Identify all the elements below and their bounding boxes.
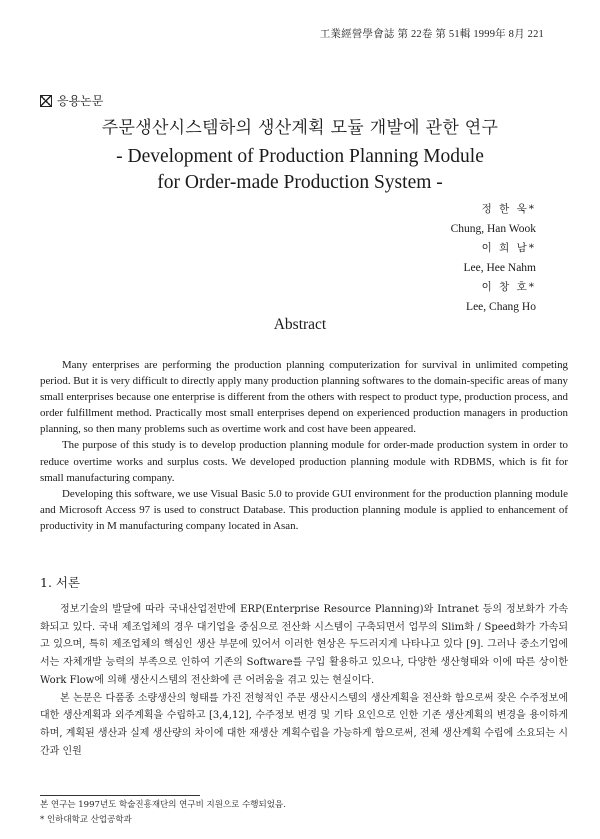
author-name-korean: 이 창 호* <box>481 281 536 293</box>
author-name-english: Lee, Hee Nahm <box>463 261 536 274</box>
crossed-box-icon <box>40 95 52 107</box>
author-name-english: Chung, Han Wook <box>450 222 536 235</box>
title-english-line2: for Order-made Production System - <box>157 172 443 193</box>
footnotes <box>40 798 568 828</box>
title-korean: 주문생산시스템하의 생산계획 모듈 개발에 관한 연구 <box>101 118 499 138</box>
section-heading-introduction: 1. 서론 <box>40 575 81 590</box>
abstract-paragraph: Developing this software, we use Visual Basic 5.0 to provide GUI environment for the production planning module and Microsoft Access 97 is used to construct Database. This production planning module is applied to enhancement of productivity in M manufacturing company located in Asan. <box>40 487 568 532</box>
section-label <box>40 92 103 109</box>
abstract-heading: Abstract <box>273 316 327 333</box>
author-list <box>451 200 536 317</box>
abstract-paragraph: The purpose of this study is to develop production planning module for order-made production system in order to reduce overtime works and surplus costs. We developed production planning module with RDBMS, which is fit for small manufacturing company. <box>40 439 568 484</box>
section-label-text: 응용논문 <box>57 94 104 108</box>
footnote-affiliation: * 인하대학교 산업공학과 <box>40 815 132 825</box>
introduction-body <box>40 601 568 760</box>
author-name-korean: 이 희 남* <box>481 242 536 254</box>
author-name-korean: 정 한 욱* <box>481 203 536 215</box>
abstract-paragraph: Many enterprises are performing the production planning computerization for survival in unlimited competing period. But it is very difficult to directly apply many production planning softwares to the domain-specific areas of many small enterprises because one enterprise is different from the others with respect to product type, production process, and order fulfillment method. Practically most small enterprises depend on experienced production managers in production planning, so then many problems such as overtime work and cost have been appeared. <box>40 359 568 436</box>
running-header: 工業經營學會誌 第 22卷 第 51輯 1999年 8月 221 <box>319 29 544 40</box>
body-paragraph: 정보기술의 발달에 따라 국내산업전반에 ERP(Enterprise Resource Planning)와 Intranet 등의 정보화가 가속화되고 있다. 국내 제조업체의 경우 대기업을 중심으로 전산화 시스템이 구축되면서 업무의 Slim화 / Speed화가 가속되고 있으며, 특히 제조업체의 핵심인 생산 부문에 있어서 이러한 현상은 두드러지게 나타나고 있다 [9]. 그러나 중소기업에서는 자체개발 능력의 부족으로 인하여 기존의 Software를 구입 활용하고 있으나, 다양한 생산형태와 이에 따른 상이한 Work Flow에 의해 생산시스템의 전산화에 큰 어려움을 겪고 있는 현실이다. <box>40 604 568 686</box>
body-paragraph: 본 논문은 다품종 소량생산의 형태를 가진 전형적인 주문 생산시스템의 생산계획을 전산화 함으로써 잦은 수주정보에 대한 생산계획과 외주계획을 수립하고 [3,4,12], 수주정보 변경 및 기타 요인으로 인한 기존 생산계획의 변경을 용이하게 하며, 계획된 생산과 실제 생산량의 차이에 대한 재생산 계획수립을 가능하게 함으로써, 전체 생산계획 수립에 소요되는 시간과 인원 <box>40 692 568 757</box>
footnote-funding: 본 연구는 1997년도 학술진흥재단의 연구비 지원으로 수행되었음. <box>40 800 286 810</box>
author-name-english: Lee, Chang Ho <box>466 300 536 313</box>
title-english-line1: - Development of Production Planning Module <box>116 146 484 167</box>
footnote-divider <box>40 795 200 796</box>
abstract-body <box>40 357 568 534</box>
title-block <box>0 113 600 196</box>
